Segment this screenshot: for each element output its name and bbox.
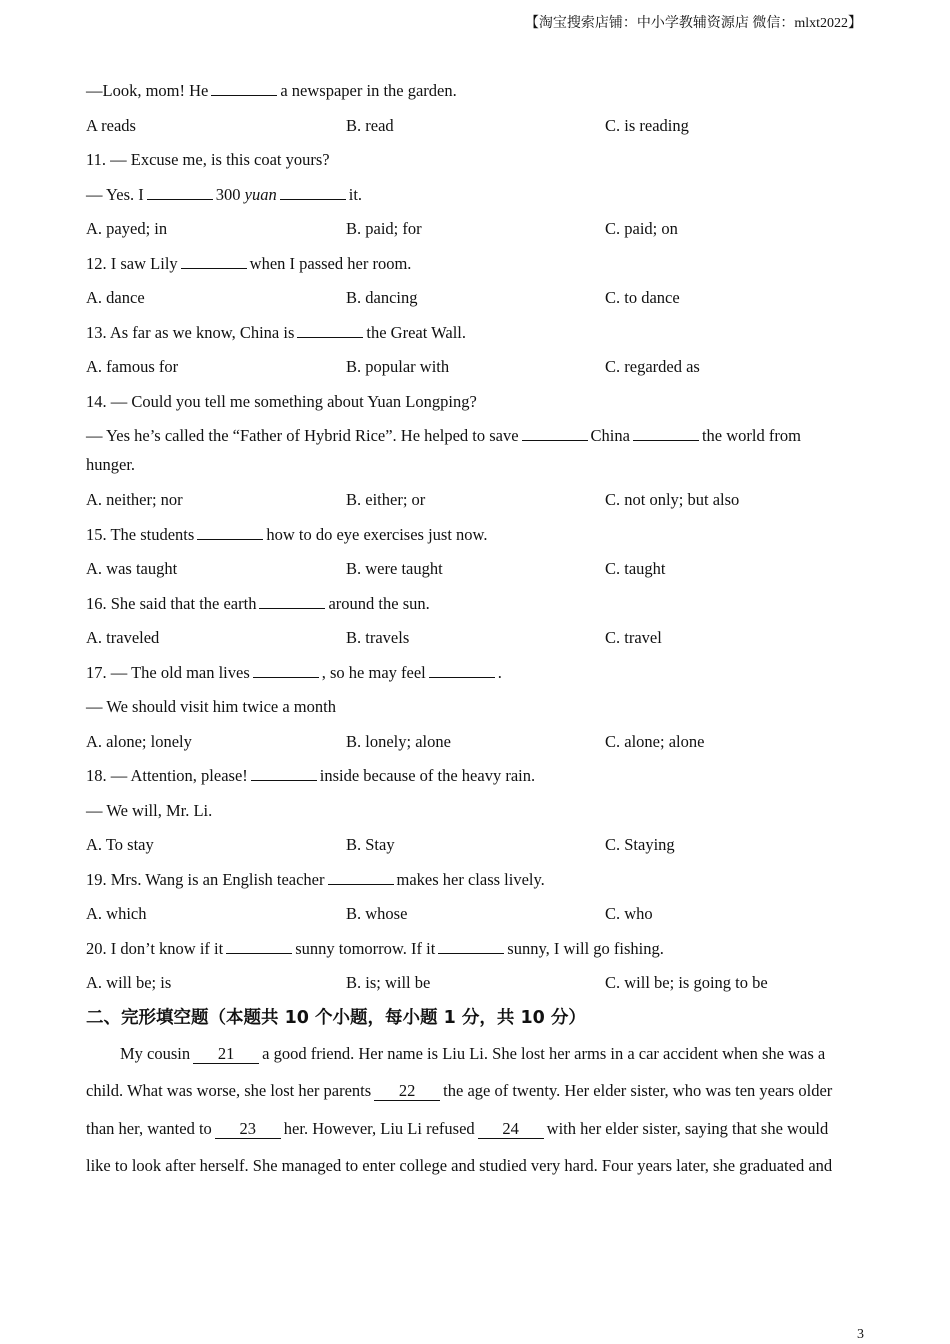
option-b: B. travels (346, 628, 410, 647)
passage-line-2 (86, 1076, 866, 1114)
stem-text: it. (348, 184, 363, 204)
question-13-stem (86, 318, 866, 353)
option-a: A. which (86, 904, 147, 923)
option-a: A. traveled (86, 628, 160, 647)
question-11-stem: 11. — Excuse me, is this coat yours? (86, 150, 330, 169)
cloze-gap-24: 24 (478, 1120, 544, 1139)
question-11-response (86, 180, 866, 215)
question-19-stem (86, 865, 866, 900)
stem-text: 12. I saw Lily (86, 253, 178, 273)
option-c: C. paid; on (605, 219, 678, 238)
cloze-gap-21: 21 (193, 1045, 259, 1064)
cloze-gap-23: 23 (215, 1120, 281, 1139)
passage-line-4: like to look after herself. She managed to enter college and studied very hard. Four years later, she graduated and (86, 1156, 833, 1175)
option-a: A. will be; is (86, 973, 172, 992)
stem-text: when I passed her room. (249, 253, 412, 273)
option-a: A. dance (86, 288, 145, 307)
stem-text: 13. As far as we know, China is (86, 322, 295, 342)
answer-blank (226, 939, 292, 954)
stem-text: 300 (215, 184, 241, 204)
question-19-options (86, 899, 866, 934)
option-b: B. popular with (346, 357, 450, 376)
option-c: C. alone; alone (605, 731, 705, 751)
passage-text: with her elder sister, saying that she would (546, 1118, 829, 1138)
passage-text: child. What was worse, she lost her parents (86, 1081, 372, 1100)
exam-content (86, 76, 866, 1189)
answer-blank (251, 766, 317, 781)
stem-italic-text: yuan (244, 184, 277, 204)
question-14-response-continued: hunger. (86, 455, 136, 474)
option-a: A reads (86, 115, 136, 135)
answer-blank (259, 594, 325, 609)
stem-text: how to do eye exercises just now. (266, 524, 488, 544)
passage-line-1 (86, 1039, 866, 1077)
option-c: C. Staying (605, 835, 675, 854)
option-b: B. Stay (346, 835, 395, 854)
stem-text: sunny, I will go fishing. (507, 938, 664, 958)
option-c: C. will be; is going to be (605, 973, 768, 992)
option-c: C. taught (605, 559, 666, 578)
question-18-stem (86, 761, 866, 796)
page-header: 【淘宝搜索店铺：中小学教辅资源店 微信：mlxt2022】 (524, 16, 862, 31)
passage-line-3 (86, 1114, 866, 1152)
question-14-stem: 14. — Could you tell me something about Yuan Longping? (86, 391, 477, 411)
option-c: C. to dance (605, 288, 680, 307)
section-title: 二、完形填空题（本题共 10 个小题，每小题 1 分，共 10 分） (86, 1007, 586, 1028)
question-10-options (86, 111, 866, 146)
question-17-response: — We should visit him twice a month (86, 697, 336, 716)
option-c: C. who (605, 904, 653, 923)
passage-text: than her, wanted to (86, 1118, 212, 1138)
option-a: A. was taught (86, 559, 178, 578)
question-10-stem (86, 76, 866, 111)
option-b: B. lonely; alone (346, 731, 451, 751)
question-17-options (86, 727, 866, 762)
question-14-response (86, 421, 866, 450)
stem-text: 20. I don’t know if it (86, 938, 224, 958)
stem-text: , so he may feel (321, 662, 426, 682)
option-b: B. dancing (346, 288, 418, 307)
question-12-options (86, 283, 866, 318)
answer-blank (429, 663, 495, 678)
question-14-options (86, 485, 866, 520)
stem-text: — Yes. I (86, 184, 144, 204)
option-c: C. travel (605, 628, 662, 647)
question-13-options (86, 352, 866, 387)
answer-blank (280, 185, 346, 200)
stem-text: — Yes he’s called the “Father of Hybrid Rice”. He helped to save (86, 426, 519, 445)
question-18-options (86, 830, 866, 865)
question-20-stem (86, 934, 866, 969)
option-c: C. is reading (605, 115, 689, 135)
stem-text: inside because of the heavy rain. (319, 766, 536, 785)
stem-text: 15. The students (86, 524, 195, 544)
option-a: A. alone; lonely (86, 731, 192, 751)
stem-text: . (497, 662, 502, 682)
answer-blank (438, 939, 504, 954)
question-17-stem (86, 658, 866, 693)
stem-text: sunny tomorrow. If it (295, 938, 436, 958)
question-20-options (86, 968, 866, 1003)
cloze-gap-22: 22 (374, 1082, 440, 1101)
answer-blank (328, 870, 394, 885)
stem-text: the world from (701, 426, 801, 445)
stem-text: makes her class lively. (396, 869, 545, 889)
question-15-stem (86, 520, 866, 555)
answer-blank (522, 426, 588, 441)
answer-blank (253, 663, 319, 678)
passage-text: My cousin (120, 1043, 191, 1063)
stem-text: a newspaper in the garden. (280, 81, 457, 100)
answer-blank (147, 185, 213, 200)
stem-text: 17. — The old man lives (86, 662, 250, 682)
stem-text: 18. — Attention, please! (86, 766, 248, 785)
stem-text: 19. Mrs. Wang is an English teacher (86, 869, 325, 889)
option-b: B. whose (346, 904, 408, 923)
stem-text: 16. She said that the earth (86, 593, 257, 613)
option-c: C. regarded as (605, 357, 700, 376)
passage-text: a good friend. Her name is Liu Li. She lost her arms in a car accident when she was a (262, 1043, 826, 1063)
option-b: B. is; will be (346, 973, 431, 992)
option-a: A. famous for (86, 357, 179, 376)
stem-text: China (590, 426, 630, 445)
answer-blank (181, 254, 247, 269)
passage-text: the age of twenty. Her elder sister, who was ten years older (443, 1081, 833, 1100)
page-number: 3 (857, 1327, 864, 1342)
question-16-stem (86, 589, 866, 624)
passage-text: her. However, Liu Li refused (283, 1118, 475, 1138)
answer-blank (297, 323, 363, 338)
option-a: A. To stay (86, 835, 154, 854)
answer-blank (633, 426, 699, 441)
answer-blank (211, 81, 277, 96)
option-a: A. neither; nor (86, 490, 183, 509)
option-b: B. were taught (346, 559, 443, 578)
answer-blank (197, 525, 263, 540)
option-b: B. paid; for (346, 219, 422, 238)
stem-text: around the sun. (328, 593, 430, 613)
question-15-options (86, 554, 866, 589)
option-c: C. not only; but also (605, 490, 740, 509)
option-a: A. payed; in (86, 219, 168, 238)
option-b: B. read (346, 115, 394, 135)
option-b: B. either; or (346, 490, 426, 509)
question-12-stem (86, 249, 866, 284)
question-16-options (86, 623, 866, 658)
stem-text: —Look, mom! He (86, 81, 209, 100)
question-18-response: — We will, Mr. Li. (86, 800, 213, 820)
question-11-options (86, 214, 866, 249)
stem-text: the Great Wall. (366, 322, 466, 342)
